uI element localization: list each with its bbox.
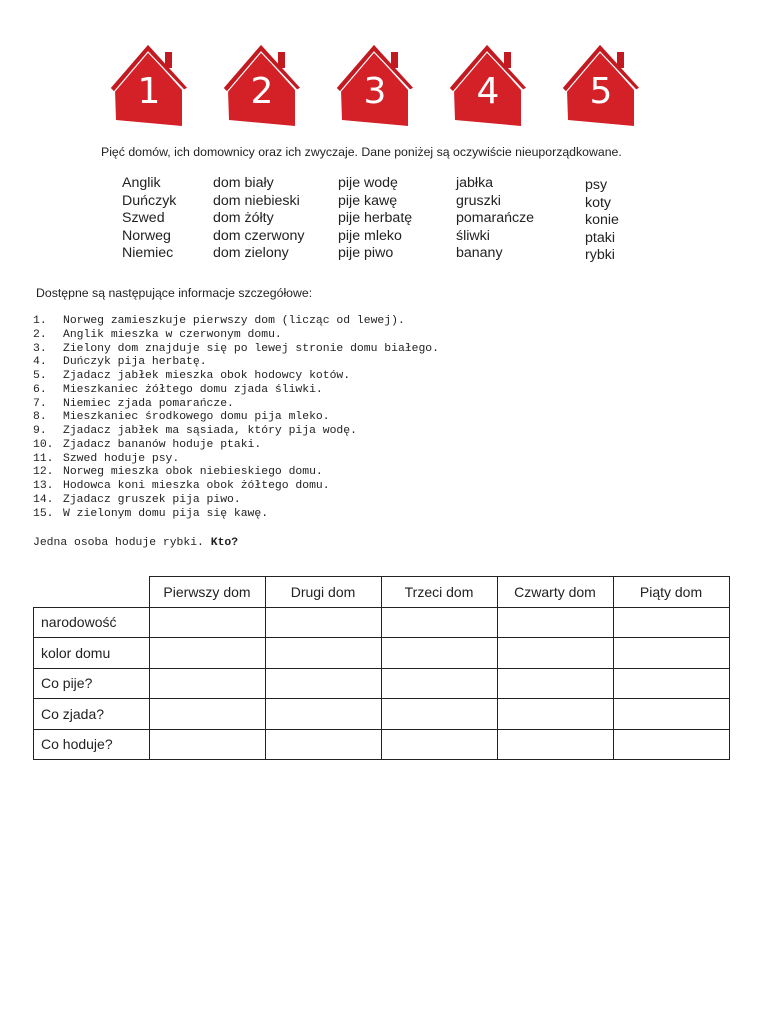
answer-cell[interactable]: [381, 699, 497, 730]
rule-text: Norweg mieszka obok niebieskiego domu.: [63, 466, 323, 479]
rule-text: Zjadacz jabłek mieszka obok hodowcy kotów.: [63, 370, 351, 382]
answer-cell[interactable]: [265, 699, 381, 730]
house-number: 4: [476, 71, 500, 112]
list-item: śliwki: [456, 227, 490, 244]
rule-text: Hodowca koni mieszka obok żółtego domu.: [63, 480, 330, 492]
rule-number: 11.: [33, 452, 54, 465]
house-number: 2: [250, 71, 274, 112]
answer-cell[interactable]: [613, 638, 729, 669]
answer-table: [33, 576, 730, 760]
answer-cell[interactable]: [265, 668, 381, 699]
rule-text: Mieszkaniec żółtego domu zjada śliwki.: [63, 383, 323, 396]
rule-number: 7.: [33, 397, 47, 410]
rule-item: [33, 398, 439, 412]
table-header-row: [34, 577, 730, 608]
column-header: Trzeci dom: [381, 577, 497, 608]
column-header: Piąty dom: [613, 577, 729, 608]
question-text: Jedna osoba hoduje rybki.: [33, 537, 204, 549]
answer-cell[interactable]: [497, 699, 613, 730]
list-item: banany: [456, 245, 503, 262]
rule-text: Zjadacz bananów hoduje ptaki.: [63, 438, 262, 451]
list-item: dom biały: [213, 175, 274, 191]
rule-number: 5.: [33, 370, 47, 382]
answer-cell[interactable]: [613, 668, 729, 699]
answer-cell[interactable]: [149, 668, 265, 699]
list-item: dom czerwony: [213, 227, 305, 244]
rule-number: 13.: [33, 480, 54, 492]
answer-cell[interactable]: [613, 607, 729, 638]
rule-text: W zielonym domu pija się kawę.: [63, 507, 269, 520]
rule-item: [33, 439, 439, 453]
rule-item: [33, 425, 439, 439]
table-row: [34, 638, 730, 669]
answer-cell[interactable]: [381, 729, 497, 760]
rule-text: Zielony dom znajduje się po lewej stronie domu białego.: [63, 342, 439, 355]
column-header: Czwarty dom: [497, 577, 613, 608]
list-item: pije mleko: [338, 227, 402, 244]
rule-item: [33, 370, 439, 384]
table-row: [34, 607, 730, 638]
house-icon-2: [221, 40, 305, 128]
list-item: ptaki: [585, 229, 615, 246]
house-icon-1: [108, 40, 192, 128]
list-item: pije piwo: [338, 245, 394, 262]
house-icon-5: [560, 40, 644, 128]
row-label: narodowość: [34, 607, 150, 638]
nationalities-list: [122, 175, 176, 263]
house-number: 1: [137, 71, 161, 112]
rule-text: Duńczyk pija herbatę.: [63, 356, 207, 369]
rule-text: Szwed hoduje psy.: [63, 452, 180, 465]
drinks-list: [338, 175, 412, 263]
table-row: [34, 699, 730, 730]
rule-item: [33, 466, 439, 480]
table-row: [34, 668, 730, 699]
rule-text: Zjadacz jabłek ma sąsiada, który pija wodę.: [63, 425, 357, 437]
list-item: Niemiec: [122, 245, 174, 262]
rule-item: [33, 329, 439, 343]
rule-text: Zjadacz gruszek pija piwo.: [63, 493, 241, 506]
list-item: Duńczyk: [122, 192, 177, 209]
rule-item: [33, 315, 439, 329]
list-item: Szwed: [122, 210, 165, 227]
list-item: konie: [585, 212, 619, 229]
row-label: Co zjada?: [34, 699, 150, 730]
list-item: Norweg: [122, 227, 171, 244]
row-label: Co pije?: [34, 668, 150, 699]
rule-text: Anglik mieszka w czerwonym domu.: [63, 328, 282, 341]
answer-cell[interactable]: [497, 607, 613, 638]
house-icon-3: [334, 40, 418, 128]
row-label: kolor domu: [34, 638, 150, 669]
rule-item: [33, 508, 439, 522]
list-item: psy: [585, 177, 608, 193]
rules-list: [33, 315, 439, 521]
rule-number: 1.: [33, 315, 47, 327]
rule-text: Mieszkaniec środkowego domu pija mleko.: [63, 411, 330, 424]
answer-cell[interactable]: [497, 729, 613, 760]
column-header: Drugi dom: [265, 577, 381, 608]
answer-cell[interactable]: [265, 638, 381, 669]
column-header: Pierwszy dom: [149, 577, 265, 608]
house-number: 3: [363, 71, 387, 112]
answer-cell[interactable]: [149, 638, 265, 669]
list-item: dom niebieski: [213, 192, 300, 209]
list-item: dom żółty: [213, 210, 274, 227]
rule-item: [33, 384, 439, 398]
rule-text: Niemiec zjada pomarańcze.: [63, 397, 234, 410]
answer-cell[interactable]: [265, 729, 381, 760]
list-item: koty: [585, 194, 612, 211]
rule-number: 12.: [33, 466, 54, 479]
table-row: [34, 729, 730, 760]
table-corner: [34, 577, 150, 608]
answer-cell[interactable]: [613, 729, 729, 760]
rule-number: 2.: [33, 328, 47, 341]
row-label: Co hoduje?: [34, 729, 150, 760]
rule-item: [33, 343, 439, 357]
list-item: pije kawę: [338, 192, 398, 209]
answer-cell[interactable]: [381, 638, 497, 669]
house-number: 5: [589, 71, 613, 112]
house-icon-4: [447, 40, 531, 128]
rule-number: 15.: [33, 507, 54, 520]
details-heading: Dostępne są następujące informacje szczegółowe:: [36, 286, 313, 300]
colors-list: [213, 175, 304, 263]
list-item: pije herbatę: [338, 210, 413, 227]
answer-cell[interactable]: [497, 638, 613, 669]
answer-cell[interactable]: [265, 607, 381, 638]
list-item: pije wodę: [338, 175, 398, 191]
list-item: jabłka: [456, 175, 494, 191]
rule-number: 8.: [33, 411, 47, 424]
answer-cell[interactable]: [149, 699, 265, 730]
list-item: rybki: [585, 247, 615, 264]
rule-number: 4.: [33, 356, 47, 369]
rule-number: 6.: [33, 383, 47, 396]
rule-number: 9.: [33, 425, 47, 437]
foods-list: [456, 175, 534, 263]
rule-item: [33, 453, 439, 467]
rule-number: 10.: [33, 438, 54, 451]
answer-cell[interactable]: [149, 729, 265, 760]
question-bold: Kto?: [210, 537, 239, 549]
answer-cell[interactable]: [381, 668, 497, 699]
rule-item: [33, 494, 439, 508]
question: [33, 537, 238, 549]
answer-cell[interactable]: [613, 699, 729, 730]
rule-number: 3.: [33, 342, 47, 355]
rule-number: 14.: [33, 493, 54, 506]
rule-text: Norweg zamieszkuje pierwszy dom (licząc od lewej).: [63, 315, 405, 327]
list-item: dom zielony: [213, 245, 289, 262]
list-item: gruszki: [456, 192, 501, 209]
answer-cell[interactable]: [497, 668, 613, 699]
answer-cell[interactable]: [149, 607, 265, 638]
intro-text: Pięć domów, ich domownicy oraz ich zwyczaje. Dane poniżej są oczywiście nieuporządkowane.: [101, 145, 622, 159]
answer-cell[interactable]: [381, 607, 497, 638]
rule-item: [33, 356, 439, 370]
rule-item: [33, 411, 439, 425]
list-item: Anglik: [122, 175, 161, 191]
list-item: pomarańcze: [456, 210, 535, 227]
rule-item: [33, 480, 439, 494]
pets-list: [585, 177, 619, 265]
